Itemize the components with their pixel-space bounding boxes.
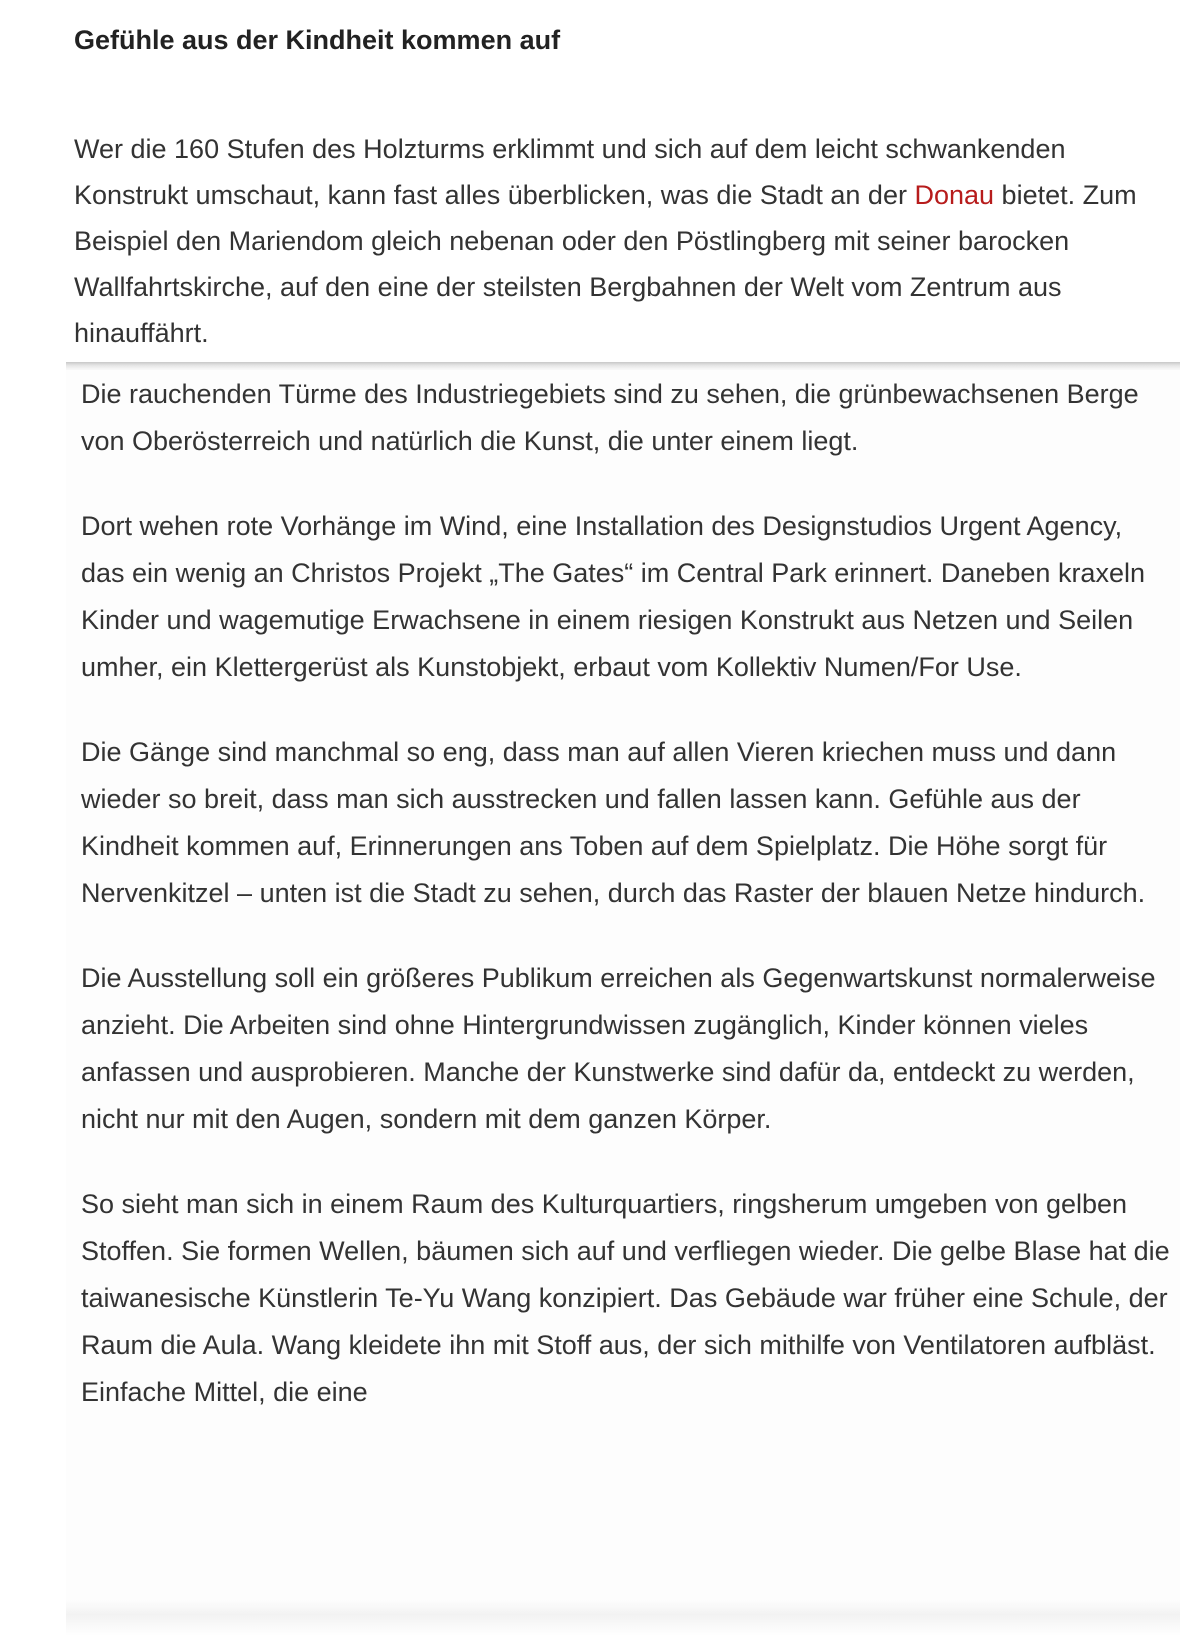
article-body bbox=[81, 370, 1171, 1416]
body-paragraph: So sieht man sich in einem Raum des Kulturquartiers, ringsherum umgeben von gelben Stoffen. Sie formen Wellen, bäumen sich auf und verfliegen wieder. Die gelbe Blase hat die taiwanesische Künstlerin Te-Yu Wang konzipiert. Das Gebäude war früher eine Schule, der Raum die Aula. Wang kleidete ihn mit Stoff aus, der sich mithilfe von Ventilatoren aufbläst. Einfache Mittel, die eine bbox=[81, 1189, 1170, 1407]
article-lower-section bbox=[66, 370, 1180, 1606]
intro-text-before-link: Wer die 160 Stufen des Holzturms erklimmt und sich auf dem leicht schwankenden Konstrukt umschaut, kann fast alles überblicken, was die Stadt an der bbox=[74, 134, 1066, 210]
section-heading: Gefühle aus der Kindheit kommen auf bbox=[74, 25, 561, 55]
donau-link[interactable]: Donau bbox=[914, 180, 995, 210]
article-top-section bbox=[74, 0, 1154, 356]
body-paragraph: Die Gänge sind manchmal so eng, dass man auf allen Vieren kriechen muss und dann wieder so breit, dass man sich ausstrecken und fallen lassen kann. Gefühle aus der Kindheit kommen auf, Erinnerungen ans Toben auf dem Spielplatz. Die Höhe sorgt für Nervenkitzel – unten ist die Stadt zu sehen, durch das Raster der blauen Netze hindurch. bbox=[81, 737, 1146, 908]
body-paragraph: Die rauchenden Türme des Industriegebiets sind zu sehen, die grünbewachsenen Berge von Oberösterreich und natürlich die Kunst, die unter einem liegt. bbox=[81, 379, 1139, 456]
bottom-fade bbox=[66, 1600, 1180, 1636]
body-paragraph: Die Ausstellung soll ein größeres Publikum erreichen als Gegenwartskunst normalerweise anzieht. Die Arbeiten sind ohne Hintergrundwissen zugänglich, Kinder können vieles anfassen und ausprobieren. Manche der Kunstwerke sind dafür da, entdeckt zu werden, nicht nur mit den Augen, sondern mit dem ganzen Körper. bbox=[81, 963, 1156, 1134]
body-paragraph: Dort wehen rote Vorhänge im Wind, eine Installation des Designstudios Urgent Agency, das ein wenig an Christos Projekt „The Gates“ im Central Park erinnert. Daneben kraxeln Kinder und wagemutige Erwachsene in einem riesigen Konstrukt aus Netzen und Seilen umher, ein Klettergerüst als Kunstobjekt, erbaut vom Kollektiv Numen/For Use. bbox=[81, 511, 1145, 682]
intro-paragraph bbox=[74, 126, 1154, 356]
intro-text-after-link: bietet. Zum Beispiel den Mariendom gleich nebenan oder den Pöstlingberg mit seiner barocken Wallfahrtskirche, auf den eine der steilsten Bergbahnen der Welt vom Zentrum aus hinauffährt. bbox=[74, 180, 1137, 348]
